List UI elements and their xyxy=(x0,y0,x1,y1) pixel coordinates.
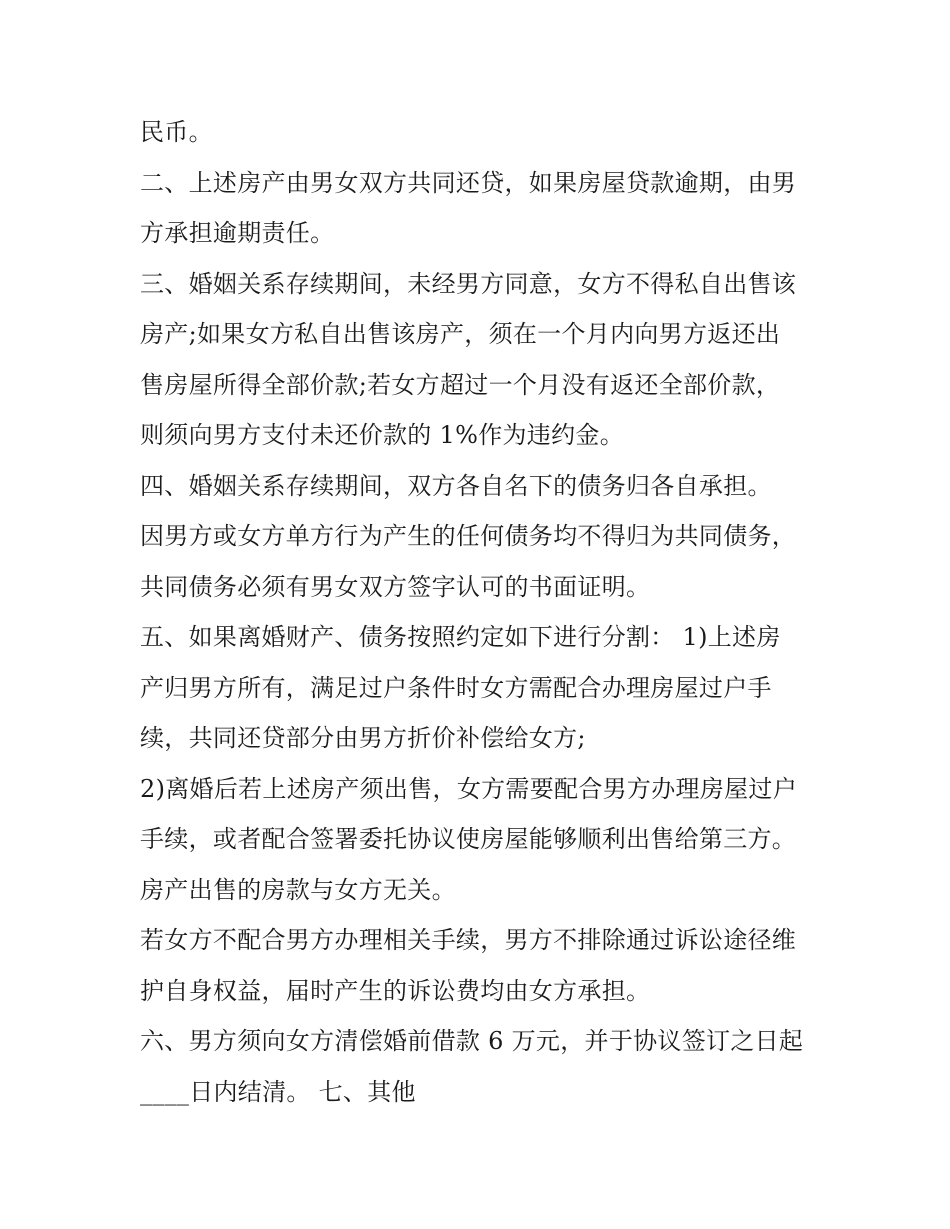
paragraph-line: 房产;如果女方私自出售该房产，须在一个月内向男方返还出 xyxy=(140,320,781,348)
document-body xyxy=(140,107,830,1117)
paragraph-line: 护自身权益，届时产生的诉讼费均由女方承担。 xyxy=(140,976,651,1005)
paragraph-line: 二、上述房产由男女双方共同还贷，如果房屋贷款逾期，由男 xyxy=(140,168,797,197)
paragraph-line: 三、婚姻关系存续期间，未经男方同意，女方不得私自出售该 xyxy=(140,269,797,298)
paragraph-line: 则须向男方支付未还价款的 1%作为违约金。 xyxy=(140,421,625,449)
paragraph-line: 六、男方须向女方清偿婚前借款 6 万元，并于协议签订之日起 xyxy=(140,1027,804,1055)
paragraph-line: 续，共同还贷部分由男方折价补偿给女方; xyxy=(140,724,586,752)
paragraph-line: 房产出售的房款与女方无关。 xyxy=(140,875,456,904)
paragraph-line: 因男方或女方单方行为产生的任何债务均不得归为共同债务， xyxy=(140,522,797,550)
paragraph-line: 手续，或者配合签署委托协议使房屋能够顺利出售给第三方。 xyxy=(140,825,797,853)
paragraph-line: 四、婚姻关系存续期间，双方各自名下的债务归各自承担。 xyxy=(140,471,772,500)
paragraph-line: 共同债务必须有男女双方签字认可的书面证明。 xyxy=(140,572,651,601)
paragraph-line: 售房屋所得全部价款;若女方超过一个月没有返还全部价款， xyxy=(140,370,781,399)
paragraph-line: 五、如果离婚财产、债务按照约定如下进行分割： 1)上述房 xyxy=(140,623,781,651)
paragraph-line: 方承担逾期责任。 xyxy=(140,219,335,247)
paragraph-line: 若女方不配合男方办理相关手续，男方不排除通过诉讼途径维 xyxy=(140,926,797,954)
paragraph-line: 2)离婚后若上述房产须出售，女方需要配合男方办理房屋过户 xyxy=(140,774,798,803)
paragraph-line: 民币。 xyxy=(140,118,213,146)
paragraph-line: ____日内结清。 七、其他 xyxy=(140,1077,416,1106)
paragraph-line: 产归男方所有，满足过户条件时女方需配合办理房屋过户手 xyxy=(140,673,772,702)
